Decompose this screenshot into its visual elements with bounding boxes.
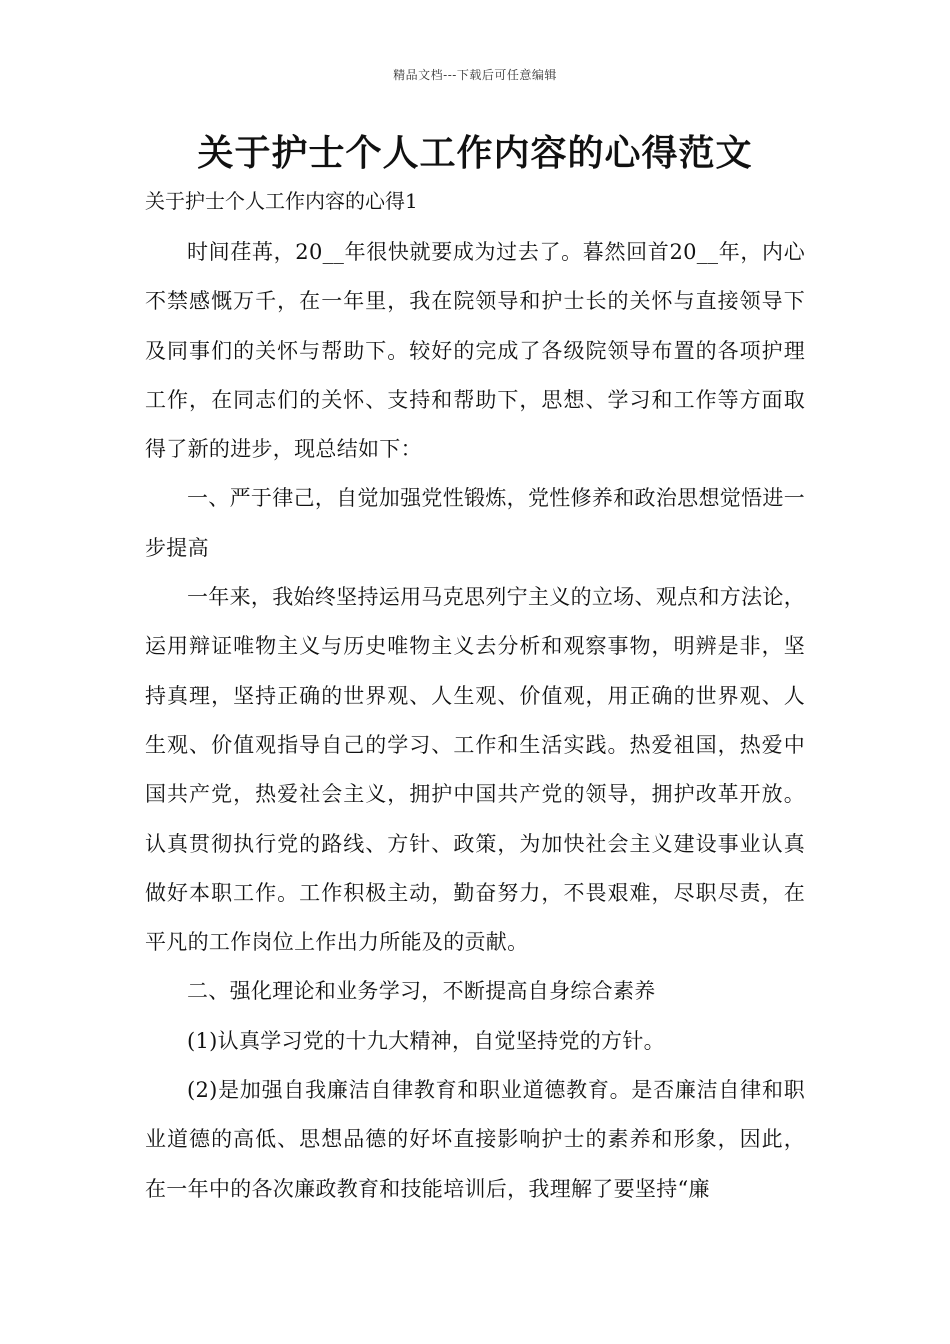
document-title: 关于护士个人工作内容的心得范文 [197,132,753,174]
section-heading-1: 一、严于律己，自觉加强党性锻炼，党性修养和政治思想觉悟进一步提高 [145,486,805,560]
header-note: 精品文档---下载后可任意编辑 [393,68,557,82]
list-item-2: (2)是加强自我廉洁自律教育和职业道德教育。是否廉洁自律和职业道德的高低、思想品德的好坏直接影响护士的素养和形象，因此，在一年中的各次廉政教育和技能培训后，我理解了要坚持“廉 [145,1078,805,1201]
section-heading-2: 二、强化理论和业务学习，不断提高自身综合素养 [187,979,656,1004]
document-body [145,228,805,1214]
paragraph-section-1: 一年来，我始终坚持运用马克思列宁主义的立场、观点和方法论，运用辩证唯物主义与历史唯物主义去分析和观察事物，明辨是非，坚持真理，坚持正确的世界观、人生观、价值观，用正确的世界观、人生观、价值观指导自己的学习、工作和生活实践。热爱祖国，热爱中国共产党，热爱社会主义，拥护中国共产党的领导，拥护改革开放。认真贯彻执行党的路线、方针、政策，为加快社会主义建设事业认真做好本职工作。工作积极主动，勤奋努力，不畏艰难，尽职尽责，在平凡的工作岗位上作出力所能及的贡献。 [145,585,805,955]
list-item-1: (1)认真学习党的十九大精神，自觉坚持党的方针。 [187,1028,665,1053]
document-subtitle: 关于护士个人工作内容的心得1 [145,189,418,213]
paragraph-intro: 时间荏苒，20__年很快就要成为过去了。暮然回首20__年，内心不禁感慨万千，在一年里，我在院领导和护士长的关怀与直接领导下及同事们的关怀与帮助下。较好的完成了各级院领导布置的各项护理工作，在同志们的关怀、支持和帮助下，思想、学习和工作等方面取得了新的进步，现总结如下： [145,240,805,462]
